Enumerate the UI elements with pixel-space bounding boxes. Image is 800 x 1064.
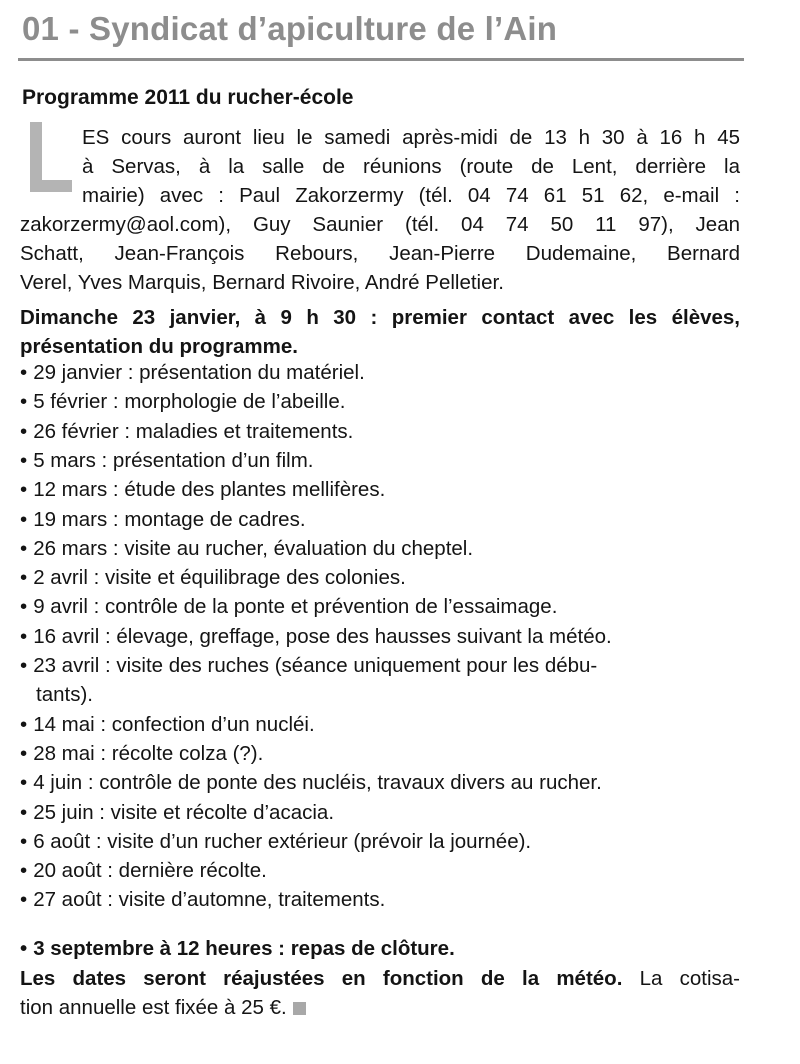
closing-item-text: 3 septembre à 12 heures : repas de clôture. [33, 937, 455, 960]
schedule-item [20, 885, 385, 914]
schedule-item-text: 4 juin : contrôle de ponte des nucléis, travaux divers au rucher. [33, 771, 602, 795]
bullet: • [20, 741, 28, 765]
schedule-item-text: 29 janvier : présentation du matériel. [33, 361, 365, 384]
intro-line-5: Schatt, Jean-François Rebours, Jean-Pierre Dudemaine, Bernard [20, 242, 740, 265]
bullet: • [20, 829, 28, 853]
schedule-item-text: 6 août : visite d’un rucher extérieur (prévoir la journée). [33, 829, 532, 853]
schedule-item-text: 5 février : morphologie de l’abeille. [33, 390, 346, 414]
intro-line-1: ES cours auront lieu le samedi après-midi de 13 h 30 à 16 h 45 [82, 126, 740, 149]
bullet: • [20, 654, 28, 677]
schedule-item [20, 798, 334, 827]
schedule-item [20, 739, 263, 768]
schedule-item-text: 19 mars : montage de cadres. [33, 507, 306, 531]
schedule-item-text: 14 mai : confection d’un nucléi. [33, 712, 315, 736]
bullet: • [20, 507, 28, 531]
schedule-item [20, 592, 557, 621]
schedule-item-text: tants). [36, 683, 93, 707]
schedule-item [20, 505, 306, 534]
bullet: • [20, 595, 28, 619]
schedule-item [20, 827, 531, 856]
bullet: • [20, 361, 28, 384]
schedule-item [20, 622, 612, 651]
highlight-line-1: Dimanche 23 janvier, à 9 h 30 : premier contact avec les élèves, [20, 306, 740, 329]
schedule-item [20, 534, 473, 563]
end-square-icon [293, 1002, 306, 1015]
article-title: Programme 2011 du rucher-école [22, 86, 354, 109]
schedule-item-text: 27 août : visite d’automne, traitements. [33, 888, 386, 912]
bullet: • [20, 478, 28, 502]
bullet: • [20, 390, 28, 414]
schedule-item [20, 651, 597, 680]
final-normal-text-1: La cotisa- [639, 967, 740, 990]
section-header-title: 01 - Syndicat d’apiculture de l’Ain [22, 10, 558, 47]
bullet: • [20, 419, 28, 443]
schedule-item [20, 856, 267, 885]
schedule-item [20, 768, 602, 797]
final-line-1 [20, 964, 740, 993]
intro-line-6: Verel, Yves Marquis, Bernard Rivoire, André Pelletier. [20, 271, 504, 294]
schedule-item [20, 563, 406, 592]
schedule-item-text: 23 avril : visite des ruches (séance uniquement pour les débu- [33, 654, 598, 677]
schedule-item [20, 417, 353, 446]
intro-line-4: zakorzermy@aol.com), Guy Saunier (tél. 04 74 50 11 97), Jean [20, 213, 740, 236]
bullet: • [20, 536, 28, 560]
bullet: • [20, 859, 28, 883]
schedule-item-text: 2 avril : visite et équilibrage des colonies. [33, 566, 406, 590]
bullet: • [20, 448, 28, 472]
schedule-item [20, 387, 345, 416]
final-normal-text-2: tion annuelle est fixée à 25 €. [20, 996, 287, 1019]
schedule-item [36, 680, 93, 709]
schedule-item-text: 28 mai : récolte colza (?). [33, 741, 264, 765]
bullet: • [20, 624, 28, 648]
schedule-item-text: 20 août : dernière récolte. [33, 859, 267, 883]
schedule-item-text: 12 mars : étude des plantes mellifères. [33, 478, 386, 502]
bullet: • [20, 712, 28, 736]
bullet: • [20, 566, 28, 590]
schedule-item-text: 5 mars : présentation d’un film. [33, 448, 314, 472]
bullet: • [20, 771, 28, 795]
schedule-item-text: 9 avril : contrôle de la ponte et prévention de l’essaimage. [33, 595, 558, 619]
schedule-item [20, 446, 313, 475]
schedule-item-text: 26 février : maladies et traitements. [33, 419, 354, 443]
schedule-item [20, 475, 385, 504]
bullet: • [20, 888, 28, 912]
final-bold-text: Les dates seront réajustées en fonction de la météo. [20, 967, 623, 990]
schedule-item-text: 26 mars : visite au rucher, évaluation du cheptel. [33, 536, 474, 560]
bullet: • [20, 800, 28, 824]
closing-item [20, 934, 455, 963]
bullet: • [20, 937, 28, 960]
intro-line-2: à Servas, à la salle de réunions (route de Lent, derrière la [82, 155, 740, 178]
schedule-item [20, 710, 315, 739]
schedule-item [20, 358, 365, 387]
drop-cap-l [18, 118, 76, 192]
schedule-item-text: 16 avril : élevage, greffage, pose des hausses suivant la météo. [33, 624, 612, 648]
intro-line-3: mairie) avec : Paul Zakorzermy (tél. 04 74 61 51 62, e-mail : [82, 184, 740, 207]
highlight-line-2: présentation du programme. [20, 335, 298, 358]
schedule-item-text: 25 juin : visite et récolte d’acacia. [33, 800, 335, 824]
header-divider [18, 58, 744, 61]
final-line-2 [20, 993, 740, 1022]
